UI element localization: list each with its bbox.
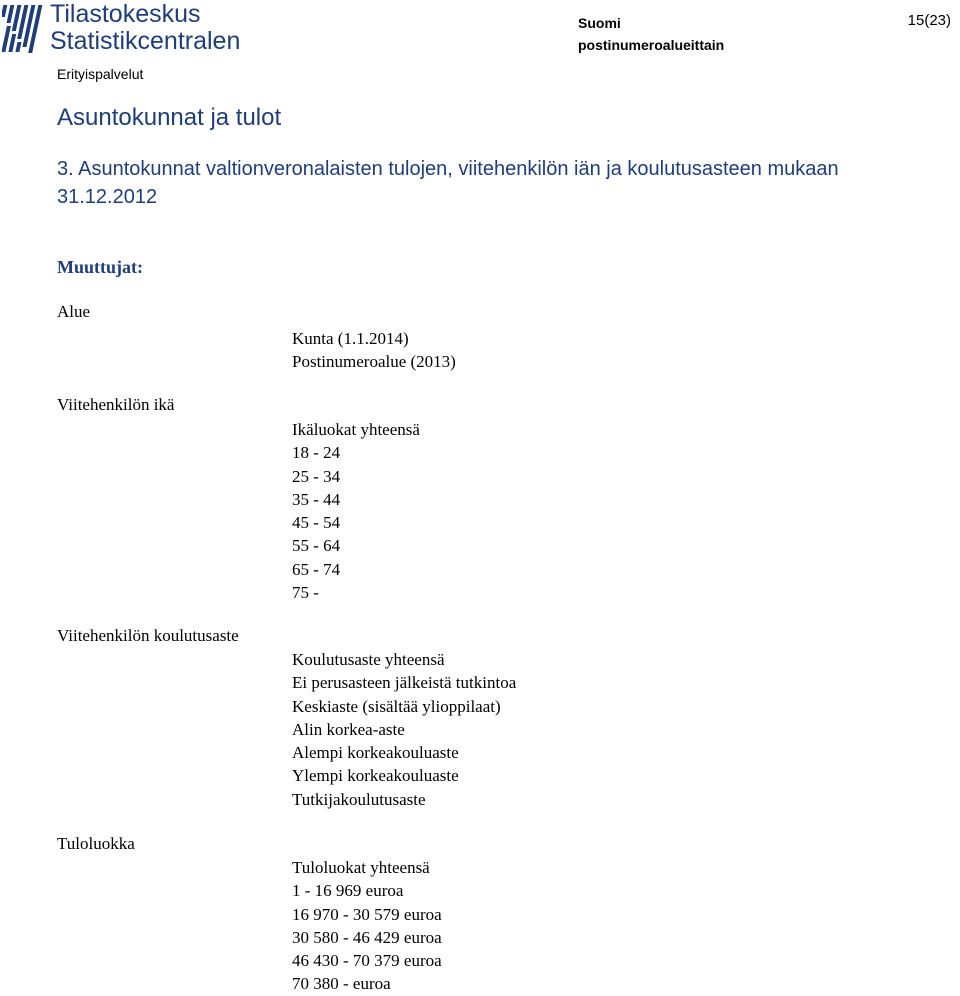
variable-value: Postinumeroalue (2013) [292,352,456,372]
variable-value: 30 580 - 46 429 euroa [292,927,442,947]
variable-value: Alin korkea-aste [292,719,405,739]
variable-values-income-class [292,856,442,996]
table-title: 3. Asuntokunnat valtionveronalaisten tulojen, viitehenkilön iän ja koulutusasteen mukaan 31.12.2012 [57,158,839,208]
language-label: Suomi [578,15,621,31]
header-info [578,12,724,56]
variable-value: Ei perusasteen jälkeistä tutkintoa [292,673,517,693]
statistics-finland-logo [2,2,252,56]
variable-value: 35 - 44 [292,489,341,509]
variable-value: Tuloluokat yhteensä [292,858,430,877]
variable-value: 55 - 64 [292,536,341,556]
variable-value: 16 970 - 30 579 euroa [292,904,442,924]
document-title: Asuntokunnat ja tulot [57,104,282,131]
logo-wordmark [50,2,240,54]
variable-value: Tutkijakoulutusaste [292,789,426,809]
report-subtitle: postinumeroalueittain [578,37,725,53]
logo-mark-icon [2,2,46,54]
logo-name-finnish: Tilastokeskus [50,0,201,28]
logo-name-swedish: Statistikcentralen [50,27,241,55]
variable-value: 25 - 34 [292,466,341,486]
variable-value: 70 380 - euroa [292,974,391,994]
service-label: Erityispalvelut [57,66,144,82]
variable-value: 18 - 24 [292,443,341,463]
variable-value: Kunta (1.1.2014) [292,329,409,348]
variable-name-age: Viitehenkilön ikä [57,395,175,414]
variable-value: Ylempi korkeakouluaste [292,766,459,786]
variable-value: Keskiaste (sisältää ylioppilaat) [292,696,501,716]
variable-value: 65 - 74 [292,559,341,579]
variable-value: Koulutusaste yhteensä [292,650,445,669]
variable-values-age [292,418,420,604]
variable-value: 1 - 16 969 euroa [292,881,404,901]
variable-name-region: Alue [57,302,91,321]
variable-values-region [292,327,456,374]
variable-value: 46 430 - 70 379 euroa [292,951,442,971]
variables-heading: Muuttujat: [57,257,143,277]
variable-value: Alempi korkeakouluaste [292,743,459,763]
variable-name-income-class: Tuloluokka [57,834,135,853]
variable-value: 45 - 54 [292,513,341,533]
variable-value: 75 - [292,583,319,603]
page-number: 15(23) [907,12,951,29]
variable-values-education [292,648,516,811]
variable-name-education: Viitehenkilön koulutusaste [57,626,239,645]
variable-value: Ikäluokat yhteensä [292,420,420,439]
